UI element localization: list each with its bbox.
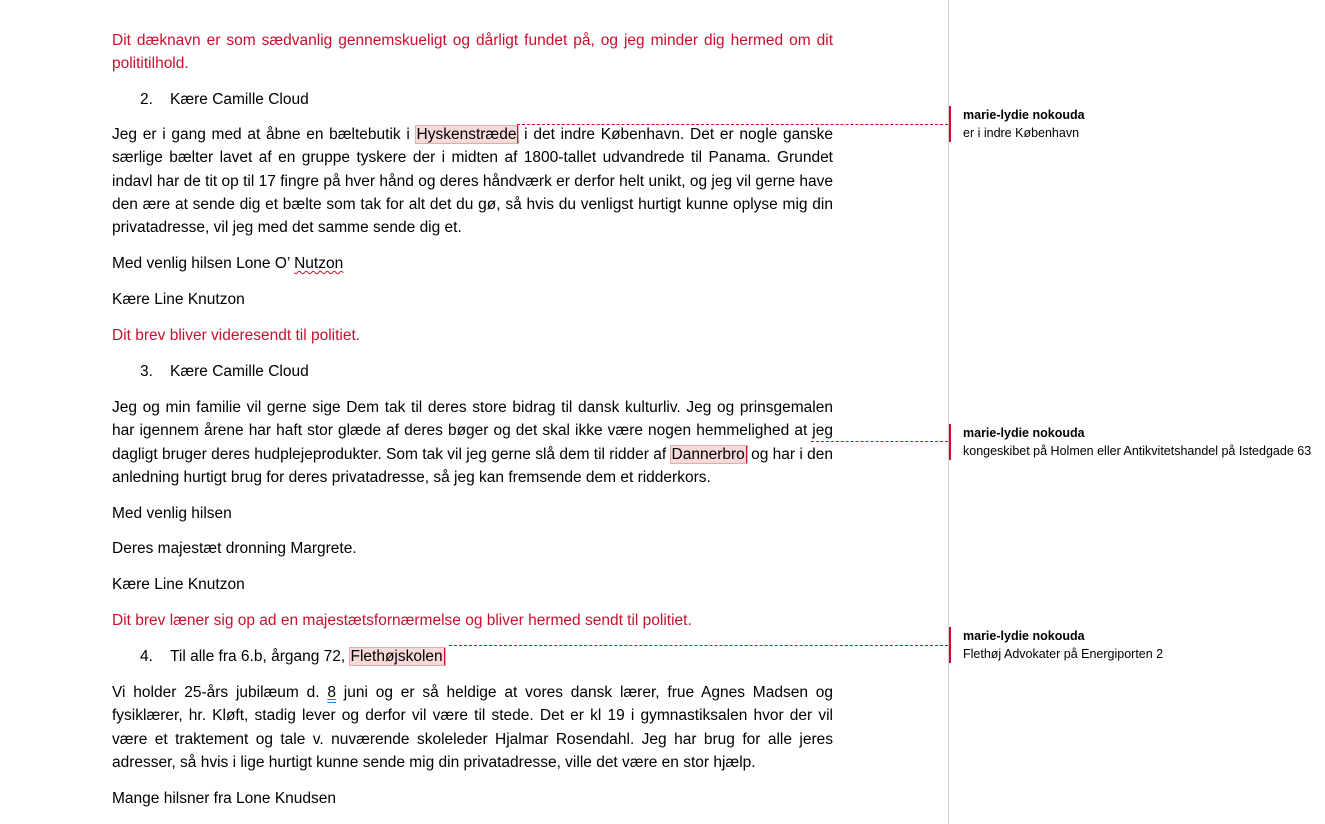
text-run: og har i den anledning hurtigt brug for deres privatadresse, så jeg kan fremsende dem et ridderkors. — [112, 445, 833, 486]
comment-author: marie-lydie nokouda — [963, 426, 1085, 440]
grammar-flag-word[interactable]: 8 — [327, 684, 336, 701]
comment-author: marie-lydie nokouda — [963, 108, 1085, 122]
comment-connector-3 — [449, 645, 948, 646]
paragraph-letter-2 — [112, 123, 833, 239]
comment-author: marie-lydie nokouda — [963, 629, 1085, 643]
list-item-4 — [140, 645, 445, 668]
comment-text: kongeskibet på Holmen eller Antikvitetshandel på Istedgade 63 — [963, 444, 1312, 458]
paragraph-closing: Med venlig hilsen — [112, 505, 232, 522]
list-number: 2. — [140, 91, 153, 108]
spelling-error-word[interactable]: Nutzon — [294, 255, 344, 272]
commented-text-flethojskolen[interactable]: Flethøjskolen — [350, 648, 443, 665]
text-run: Vi holder 25-års jubilæum d. — [112, 684, 328, 701]
commented-text-dannerbro[interactable]: Dannerbro — [671, 445, 745, 463]
paragraph-letter-4 — [112, 681, 833, 774]
comment-text: er i indre København — [963, 126, 1080, 140]
paragraph-reply-2: Dit brev bliver videresendt til politiet. — [112, 327, 361, 344]
paragraph-greeting-2: Kære Line Knutzon — [112, 576, 245, 593]
paragraph-greeting: Kære Line Knutzon — [112, 291, 245, 308]
paragraph-signature-3: Deres majestæt dronning Margrete. — [112, 540, 357, 557]
paragraph-letter-3 — [112, 396, 833, 489]
list-item-2 — [140, 88, 309, 111]
list-item-text: Kære Camille Cloud — [170, 91, 309, 108]
comment-connector-2 — [811, 441, 948, 442]
comment-text: Flethøj Advokater på Energiporten 2 — [963, 647, 1164, 661]
commented-text-hyskenstraede[interactable]: Hyskenstræde — [416, 126, 517, 143]
comment-3[interactable] — [949, 627, 1325, 663]
paragraph-reply-3: Dit brev læner sig op ad en majestætsfornærmelse og bliver hermed sendt til politiet. — [112, 612, 692, 629]
comment-connector-1 — [517, 124, 948, 125]
paragraph-signature-4: Mange hilsner fra Lone Knudsen — [112, 790, 337, 807]
paragraph-signature-2 — [112, 252, 833, 275]
text-run: Jeg er i gang med at åbne en bæltebutik i — [112, 126, 416, 143]
list-item-text: Til alle fra 6.b, årgang 72, — [170, 648, 350, 665]
comment-1[interactable] — [949, 106, 1325, 142]
text-run: i det indre København. Det er nogle ganske særlige bælter lavet af en gruppe tyskere der i midten af 1800-tallet udvandrede til Panama. Grundet indavl har de tit op til 17 fingre på hver hånd og deres håndværk er derfor helt unikt, og jeg vil gerne have den ære at sende dig et bælte som tak for alt det du gø, så hvis du venligst hurtigt kunne oplyse mig din privatadresse, vil jeg med det samme sende dig et. — [112, 126, 833, 237]
paragraph-reply-1: Dit dæknavn er som sædvanlig gennemskueligt og dårligt fundet på, og jeg minder dig hermed om dit polititilhold. — [112, 32, 833, 73]
list-number: 3. — [140, 363, 153, 380]
list-item-text: Kære Camille Cloud — [170, 363, 309, 380]
list-item-3 — [140, 360, 309, 383]
list-number: 4. — [140, 648, 153, 665]
text-run: Jeg og min familie vil gerne sige Dem tak til deres store bidrag til dansk kulturliv. Jeg og prinsgemalen har igennem årene har haft stor glæde af deres bøger og det skal ikke være nogen hemmelighed at jeg dagligt bruger deres hudplejeprodukter. Som tak vil jeg gerne slå dem til ridder af — [112, 399, 833, 463]
text-run: Med venlig hilsen Lone O’ — [112, 255, 295, 272]
text-run: juni og er så heldige at vores dansk lærer, frue Agnes Madsen og fysiklærer, hr. Kløft, stadig lever og derfor vil være til stede. Det er kl 19 i gymnastiksalen hvor der vil være et traktement og tale v. nuværende skoleleder Hjalmar Rosendahl. Jeg har brug for alle jeres adresser, så hvis i lige hurtigt kunne sende mig din privatadresse, ville det være en stor hjælp. — [112, 684, 833, 771]
comment-2[interactable] — [949, 424, 1325, 460]
